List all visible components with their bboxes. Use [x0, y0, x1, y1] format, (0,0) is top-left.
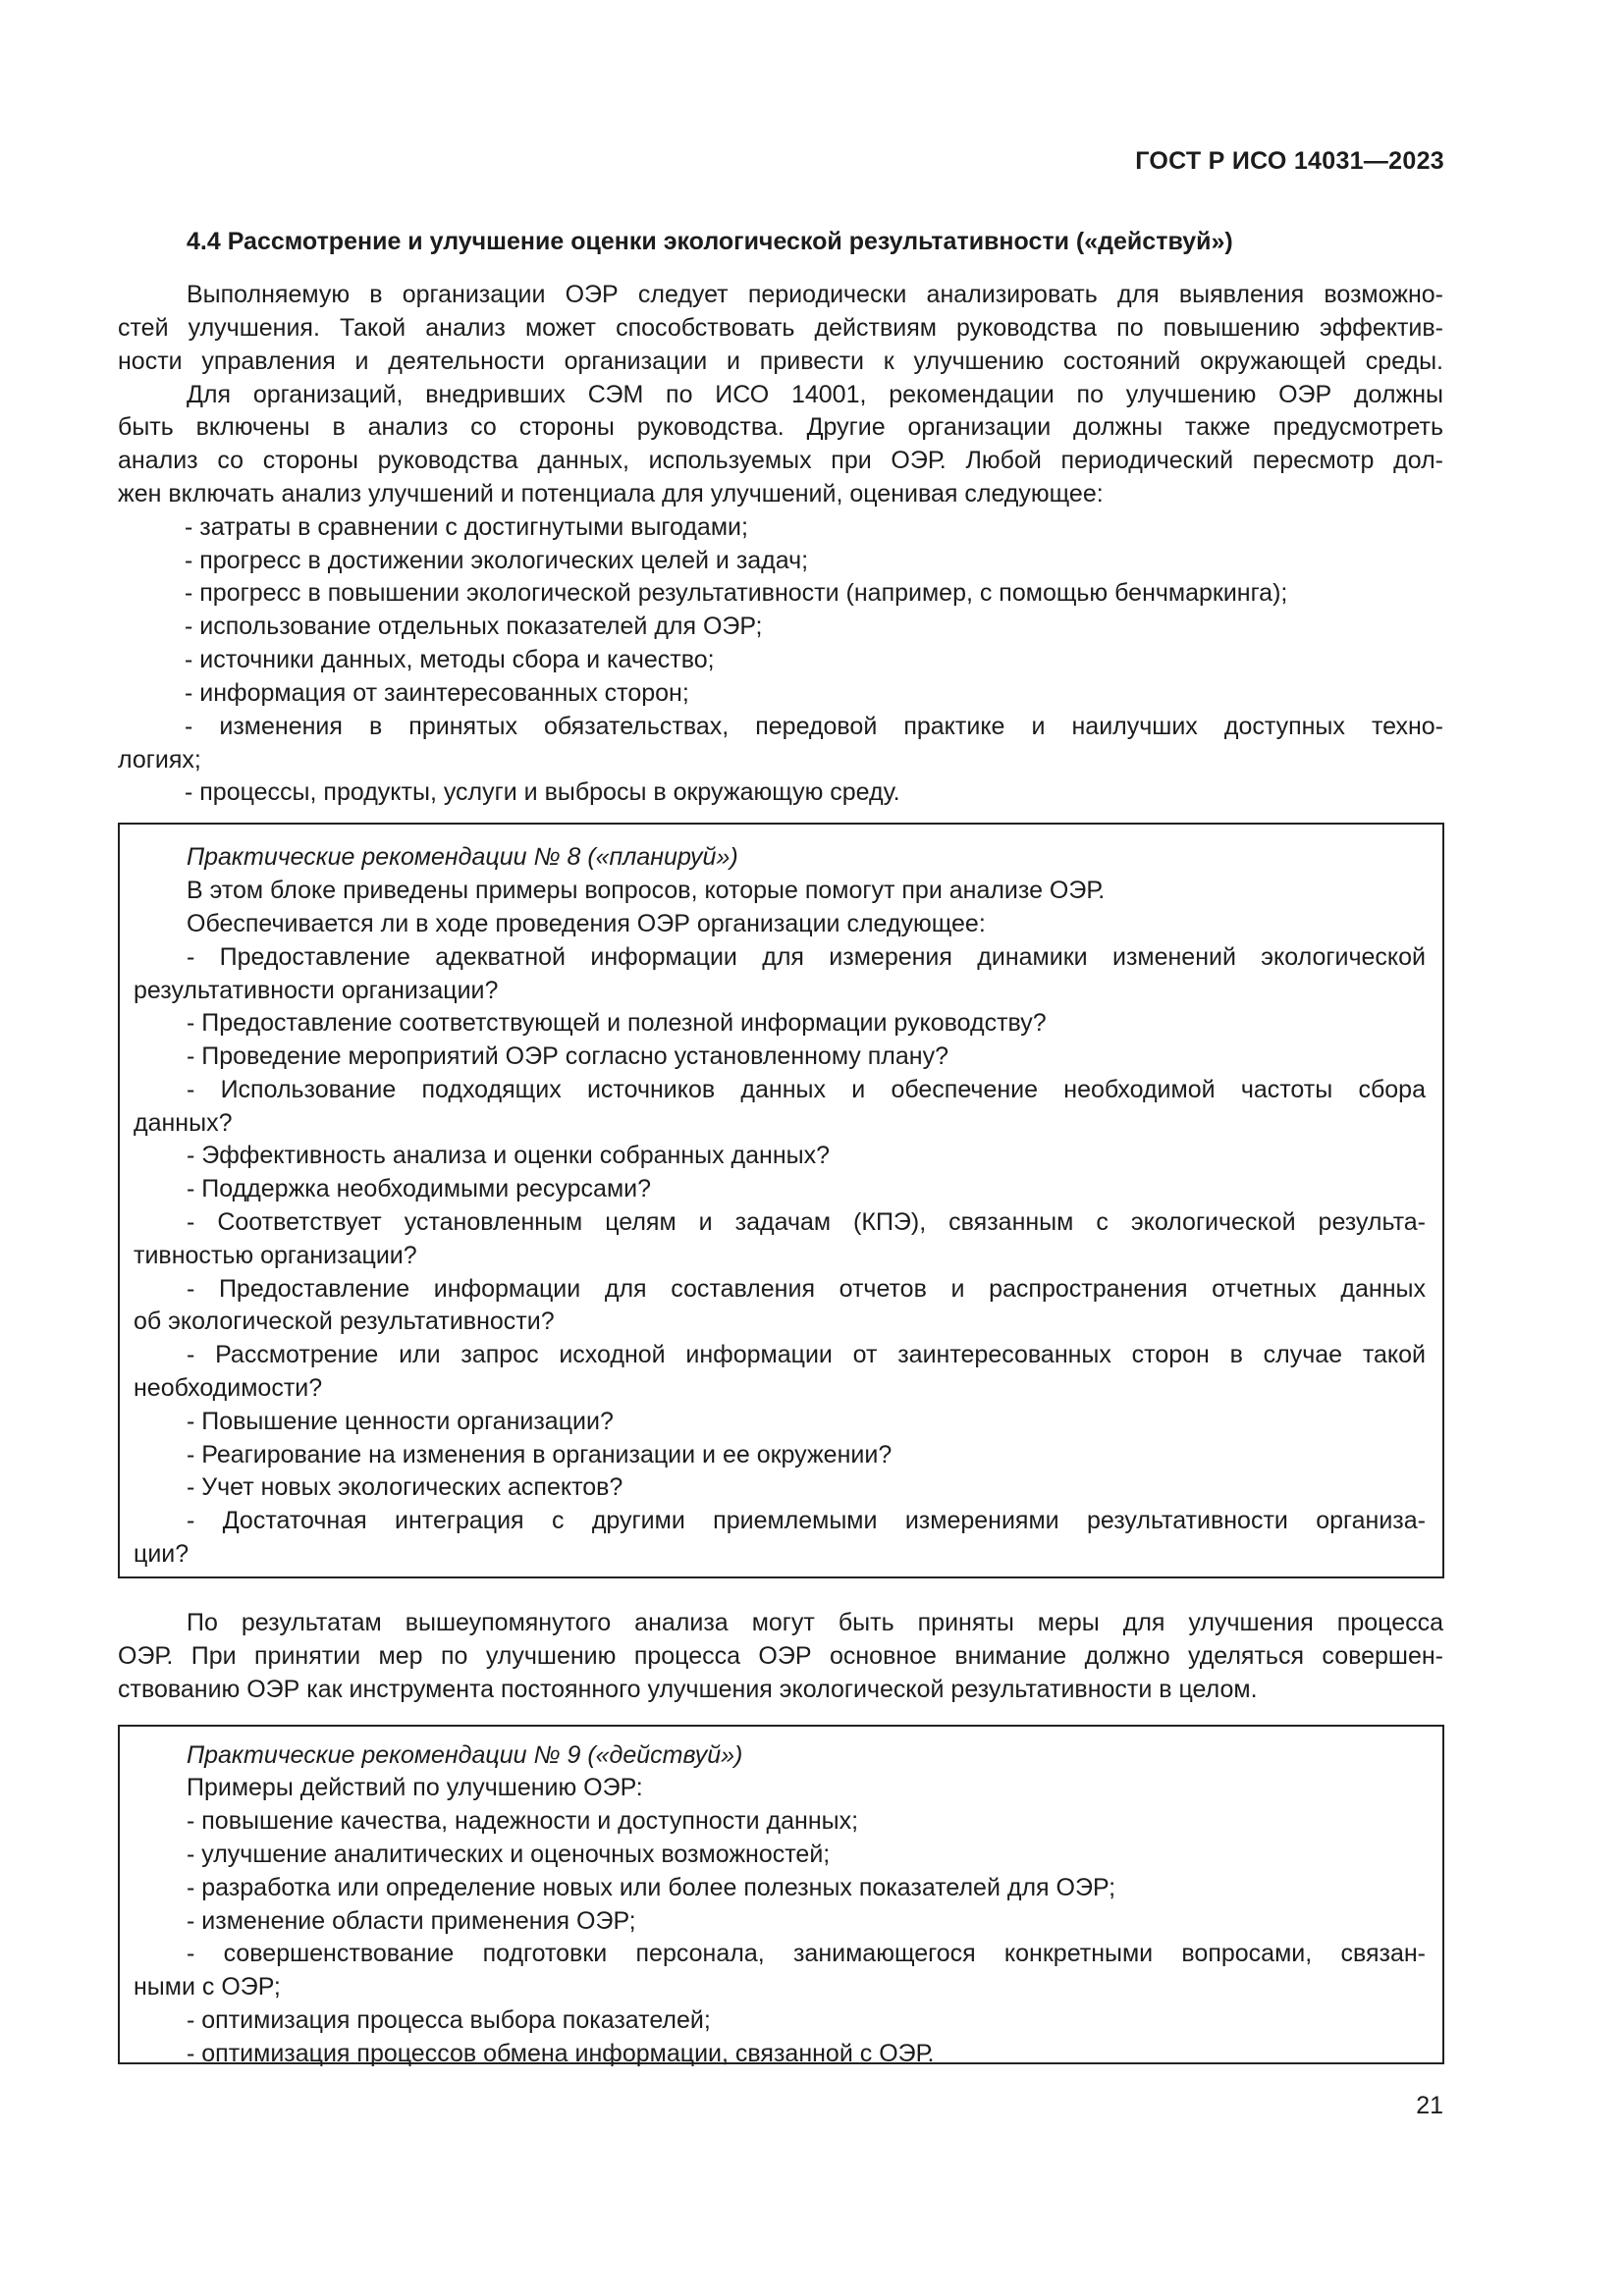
text-line: стей улучшения. Такой анализ может способствовать действиям руководства по повышению эффектив- [118, 314, 1443, 342]
list-item: - Предоставление соответствующей и полезной информации руководству? [187, 1009, 1047, 1037]
list-item: - прогресс в повышении экологической результативности (например, с помощью бенчмаркинга); [185, 579, 1288, 607]
list-item: - улучшение аналитических и оценочных возможностей; [187, 1841, 831, 1868]
list-item: - оптимизация процессов обмена информации, связанной с ОЭР. [187, 2040, 935, 2067]
list-item-continuation: логиях; [118, 746, 201, 774]
list-item-continuation: тивностью организации? [134, 1242, 417, 1269]
list-item: - повышение качества, надежности и доступности данных; [187, 1807, 859, 1835]
text-line: Для организаций, внедривших СЭМ по ИСО 14001, рекомендации по улучшению ОЭР должны [187, 381, 1443, 408]
list-item: - Эффективность анализа и оценки собранных данных? [187, 1142, 831, 1169]
text-line: По результатам вышеупомянутого анализа могут быть приняты меры для улучшения процесса [187, 1609, 1443, 1636]
text-line: быть включены в анализ со стороны руководства. Другие организации должны также предусмотреть [118, 413, 1443, 441]
list-item: - Предоставление информации для составления отчетов и распространения отчетных данных [187, 1275, 1426, 1303]
section-heading: 4.4 Рассмотрение и улучшение оценки экологической результативности («действуй») [187, 228, 1233, 255]
page-number: 21 [1416, 2092, 1443, 2119]
list-item: - информация от заинтересованных сторон; [185, 679, 689, 707]
list-item: - оптимизация процесса выбора показателей; [187, 2006, 711, 2034]
list-item: - изменение области применения ОЭР; [187, 1907, 636, 1935]
list-item: - источники данных, методы сбора и качество; [185, 646, 715, 673]
list-item: - Соответствует установленным целям и задачам (КПЭ), связанным с экологической результа- [187, 1208, 1426, 1236]
list-item: - разработка или определение новых или более полезных показателей для ОЭР; [187, 1874, 1116, 1901]
list-item: - Учет новых экологических аспектов? [187, 1473, 623, 1501]
list-item-continuation: результативности организации? [134, 977, 499, 1004]
text-line: ности управления и деятельности организации и привести к улучшению состояний окружающей среды. [118, 347, 1443, 375]
list-item-continuation: ными с ОЭР; [134, 1973, 281, 2001]
list-item-continuation: данных? [134, 1109, 233, 1137]
text-line: ОЭР. При принятии мер по улучшению процесса ОЭР основное внимание должно уделяться совершен- [118, 1642, 1443, 1670]
box-8-title: Практические рекомендации № 8 («планируй») [187, 843, 738, 871]
text-line: ствованию ОЭР как инструмента постоянного улучшения экологической результативности в целом. [118, 1676, 1258, 1703]
text-line: Примеры действий по улучшению ОЭР: [187, 1774, 643, 1801]
text-line: Обеспечивается ли в ходе проведения ОЭР организации следующее: [187, 910, 986, 937]
list-item: - изменения в принятых обязательствах, передовой практике и наилучших доступных техно- [185, 713, 1443, 740]
text-line: жен включать анализ улучшений и потенциала для улучшений, оценивая следующее: [118, 480, 1104, 507]
list-item: - прогресс в достижении экологических целей и задач; [185, 547, 809, 574]
running-header: ГОСТ Р ИСО 14031—2023 [1135, 147, 1444, 175]
list-item: - Поддержка необходимыми ресурсами? [187, 1175, 652, 1202]
list-item-continuation: необходимости? [134, 1374, 323, 1402]
list-item: - использование отдельных показателей для ОЭР; [185, 613, 763, 640]
text-line: анализ со стороны руководства данных, используемых при ОЭР. Любой периодический пересмотр дол- [118, 447, 1443, 474]
list-item: - Рассмотрение или запрос исходной информации от заинтересованных сторон в случае такой [187, 1341, 1426, 1368]
text-line: В этом блоке приведены примеры вопросов, которые помогут при анализе ОЭР. [187, 877, 1106, 904]
list-item: - затраты в сравнении с достигнутыми выгодами; [185, 513, 748, 541]
list-item: - процессы, продукты, услуги и выбросы в окружающую среду. [185, 778, 900, 806]
list-item: - Предоставление адекватной информации для измерения динамики изменений экологической [187, 943, 1426, 971]
list-item: - Проведение мероприятий ОЭР согласно установленному плану? [187, 1042, 948, 1070]
text-line: Выполняемую в организации ОЭР следует периодически анализировать для выявления возможно- [187, 281, 1443, 308]
list-item: - Достаточная интеграция с другими приемлемыми измерениями результативности организа- [187, 1507, 1426, 1534]
box-9-title: Практические рекомендации № 9 («действуй») [187, 1741, 743, 1769]
list-item-continuation: об экологической результативности? [134, 1308, 555, 1335]
list-item-continuation: ции? [134, 1540, 189, 1568]
list-item: - совершенствование подготовки персонала, занимающегося конкретными вопросами, связан- [187, 1940, 1426, 1967]
list-item: - Использование подходящих источников данных и обеспечение необходимой частоты сбора [187, 1076, 1426, 1103]
list-item: - Реагирование на изменения в организации и ее окружении? [187, 1441, 893, 1468]
list-item: - Повышение ценности организации? [187, 1408, 614, 1435]
